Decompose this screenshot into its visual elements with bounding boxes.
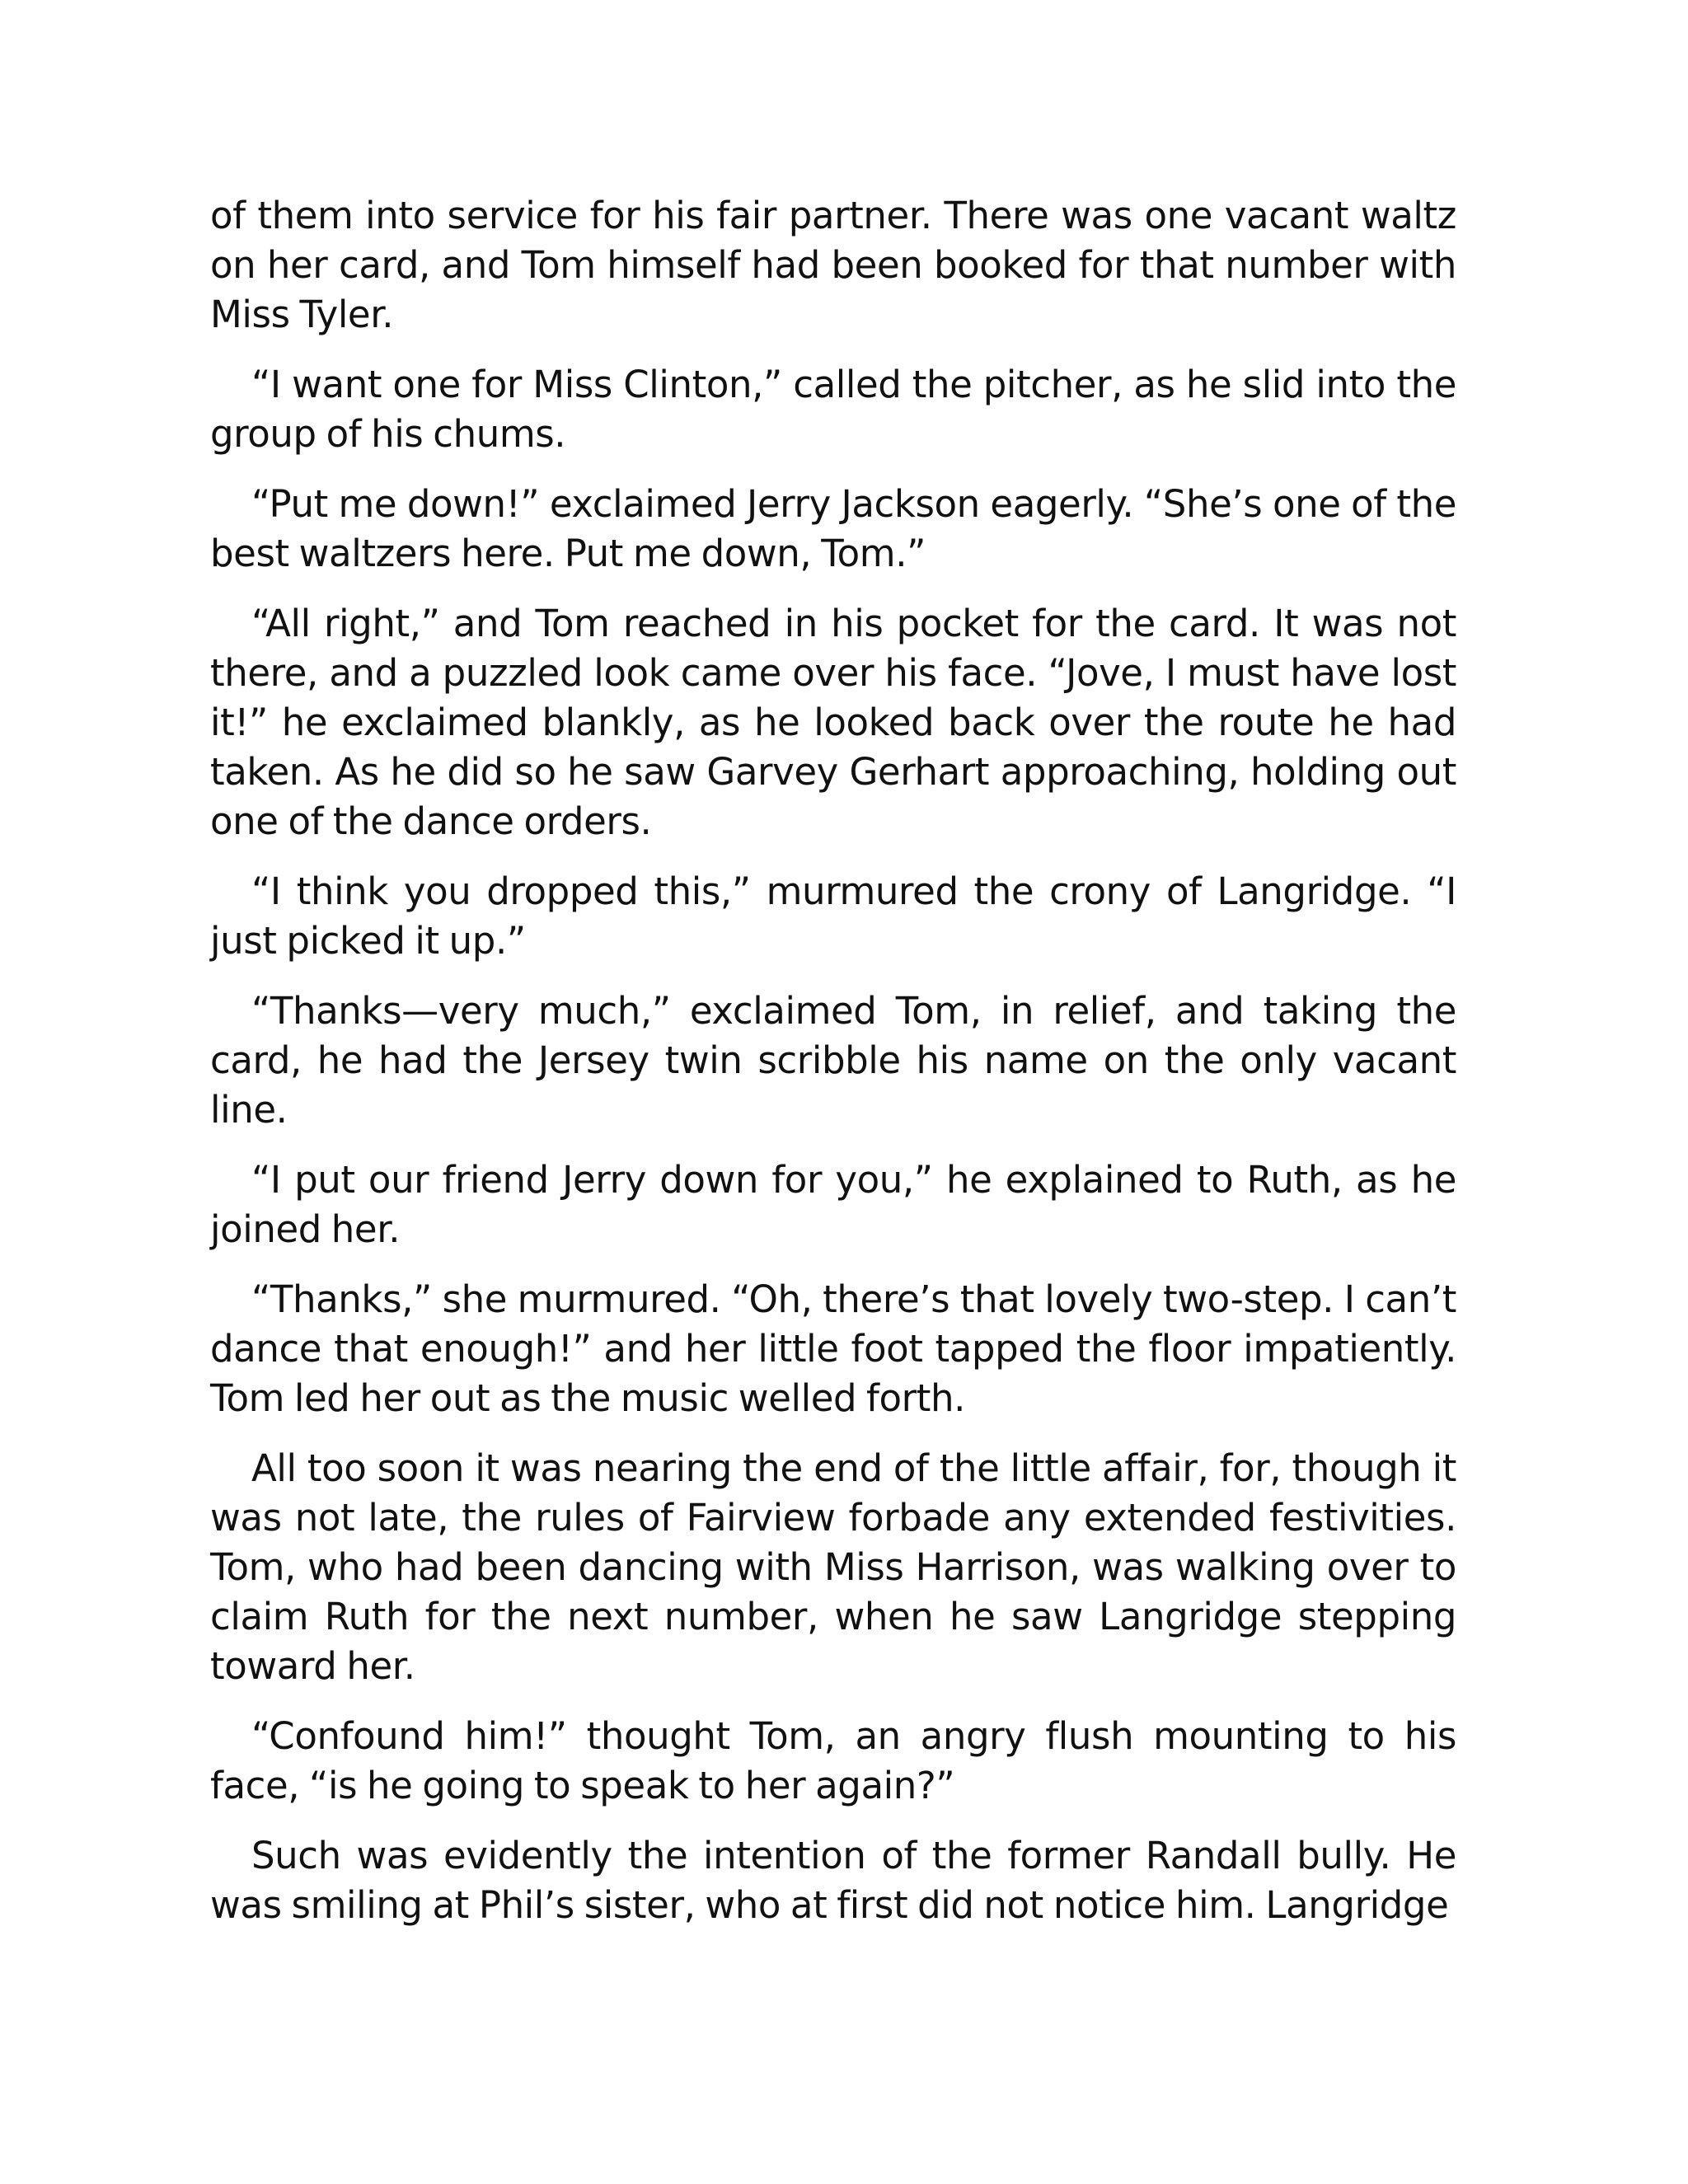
paragraph: “All right,” and Tom reached in his pocket for the card. It was not there, and a puzzled look came over his face. “Jove, I must have lost it!” he exclaimed blankly, as he looked back over the route he had taken. As he did so he saw Garvey Gerhart approaching, holding out one of the dance orders. <box>210 602 1456 843</box>
paragraph: of them into service for his fair partner. There was one vacant waltz on her card, and Tom himself had been booked for that number with Miss Tyler. <box>210 194 1456 336</box>
paragraph: “I think you dropped this,” murmured the crony of Langridge. “I just picked it up.” <box>210 869 1456 963</box>
paragraph: “Put me down!” exclaimed Jerry Jackson eagerly. “She’s one of the best waltzers here. Put me down, Tom.” <box>210 482 1456 575</box>
paragraph: “I put our friend Jerry down for you,” he explained to Ruth, as he joined her. <box>210 1158 1456 1251</box>
paragraph: “Thanks—very much,” exclaimed Tom, in relief, and taking the card, he had the Jersey twin scribble his name on the only vacant line. <box>210 989 1456 1132</box>
paragraph: “I want one for Miss Clinton,” called the pitcher, as he slid into the group of his chums. <box>210 363 1456 456</box>
paragraph: “Thanks,” she murmured. “Oh, there’s that lovely two-step. I can’t dance that enough!” and her little foot tapped the floor impatiently. Tom led her out as the music welled forth. <box>210 1277 1456 1420</box>
page-body <box>210 191 1456 1951</box>
paragraph: All too soon it was nearing the end of the little affair, for, though it was not late, the rules of Fairview forbade any extended festivities. Tom, who had been dancing with Miss Harrison, was walking over to claim Ruth for the next number, when he saw Langridge stepping toward her. <box>210 1446 1456 1688</box>
paragraph: “Confound him!” thought Tom, an angry flush mounting to his face, “is he going to speak to her again?” <box>210 1714 1456 1807</box>
paragraph: Such was evidently the intention of the former Randall bully. He was smiling at Phil’s sister, who at first did not notice him. Langridge <box>210 1834 1456 1927</box>
